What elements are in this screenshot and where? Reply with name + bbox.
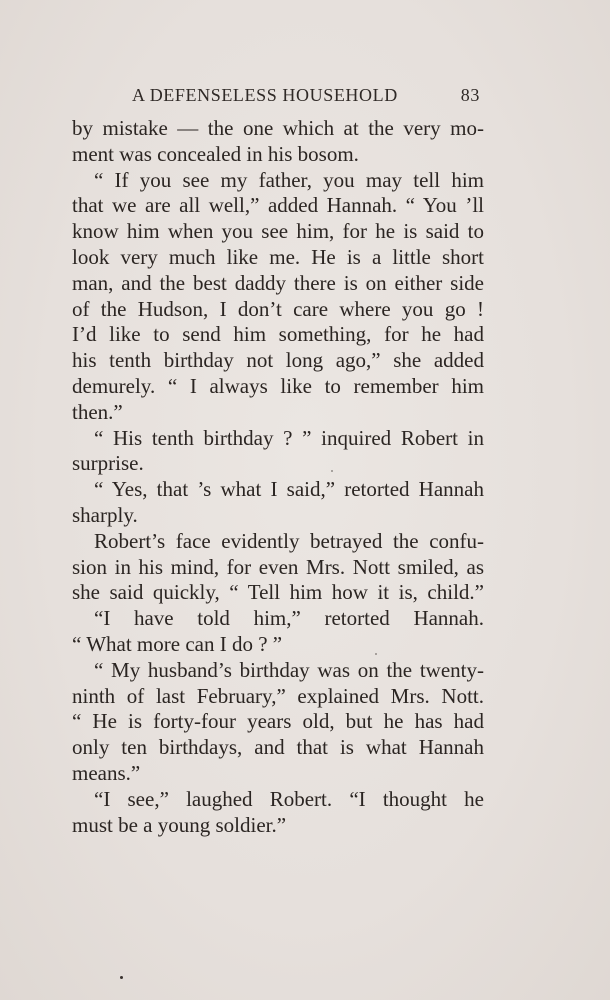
text-line: she said quickly, “ Tell him how it is, child.” xyxy=(72,580,484,605)
text-line: Robert’s face evidently betrayed the confu- xyxy=(94,528,484,553)
text-line: means.” xyxy=(72,760,141,785)
text-line: sharply. xyxy=(72,502,138,527)
text-line: must be a young soldier.” xyxy=(72,812,287,837)
text-line: that we are all well,” added Hannah. “ You ’ll xyxy=(72,193,484,218)
text-line: then.” xyxy=(72,399,123,424)
body-text xyxy=(72,116,484,838)
page-number: 83 xyxy=(460,85,480,105)
text-line: I’d like to send him something, for he had xyxy=(72,322,484,347)
paper-speck xyxy=(331,470,333,472)
text-line: “ His tenth birthday ? ” inquired Robert in xyxy=(94,425,484,450)
text-line: “I have told him,” retorted Hannah. xyxy=(94,606,484,631)
text-line: by mistake — the one which at the very mo- xyxy=(72,116,484,140)
text-line: “ Yes, that ’s what I said,” retorted Hannah xyxy=(94,477,484,502)
text-line: demurely. “ I always like to remember him xyxy=(72,373,484,398)
text-line: his tenth birthday not long ago,” she added xyxy=(72,348,484,373)
text-line: “ He is forty-four years old, but he has had xyxy=(72,709,484,734)
text-line: “ What more can I do ? ” xyxy=(72,631,283,656)
paper-speck xyxy=(120,976,123,979)
text-line: “ If you see my father, you may tell him xyxy=(94,167,484,192)
text-line: know him when you see him, for he is said to xyxy=(72,219,484,244)
text-line: “ My husband’s birthday was on the twenty- xyxy=(94,657,484,682)
text-line: surprise. xyxy=(72,451,144,476)
text-line: look very much like me. He is a little short xyxy=(72,244,484,269)
text-line: “I see,” laughed Robert. “I thought he xyxy=(94,786,484,811)
text-line: of the Hudson, I don’t care where you go ! xyxy=(72,296,484,321)
paper-speck xyxy=(375,653,377,655)
text-line: ninth of last February,” explained Mrs. Nott. xyxy=(72,683,484,708)
running-head xyxy=(132,85,480,109)
text-line: only ten birthdays, and that is what Hannah xyxy=(72,735,484,760)
text-line: man, and the best daddy there is on either side xyxy=(72,270,484,295)
running-title: A DEFENSELESS HOUSEHOLD xyxy=(132,85,398,105)
text-line: sion in his mind, for even Mrs. Nott smiled, as xyxy=(72,554,484,579)
text-line: ment was concealed in his bosom. xyxy=(72,141,359,166)
